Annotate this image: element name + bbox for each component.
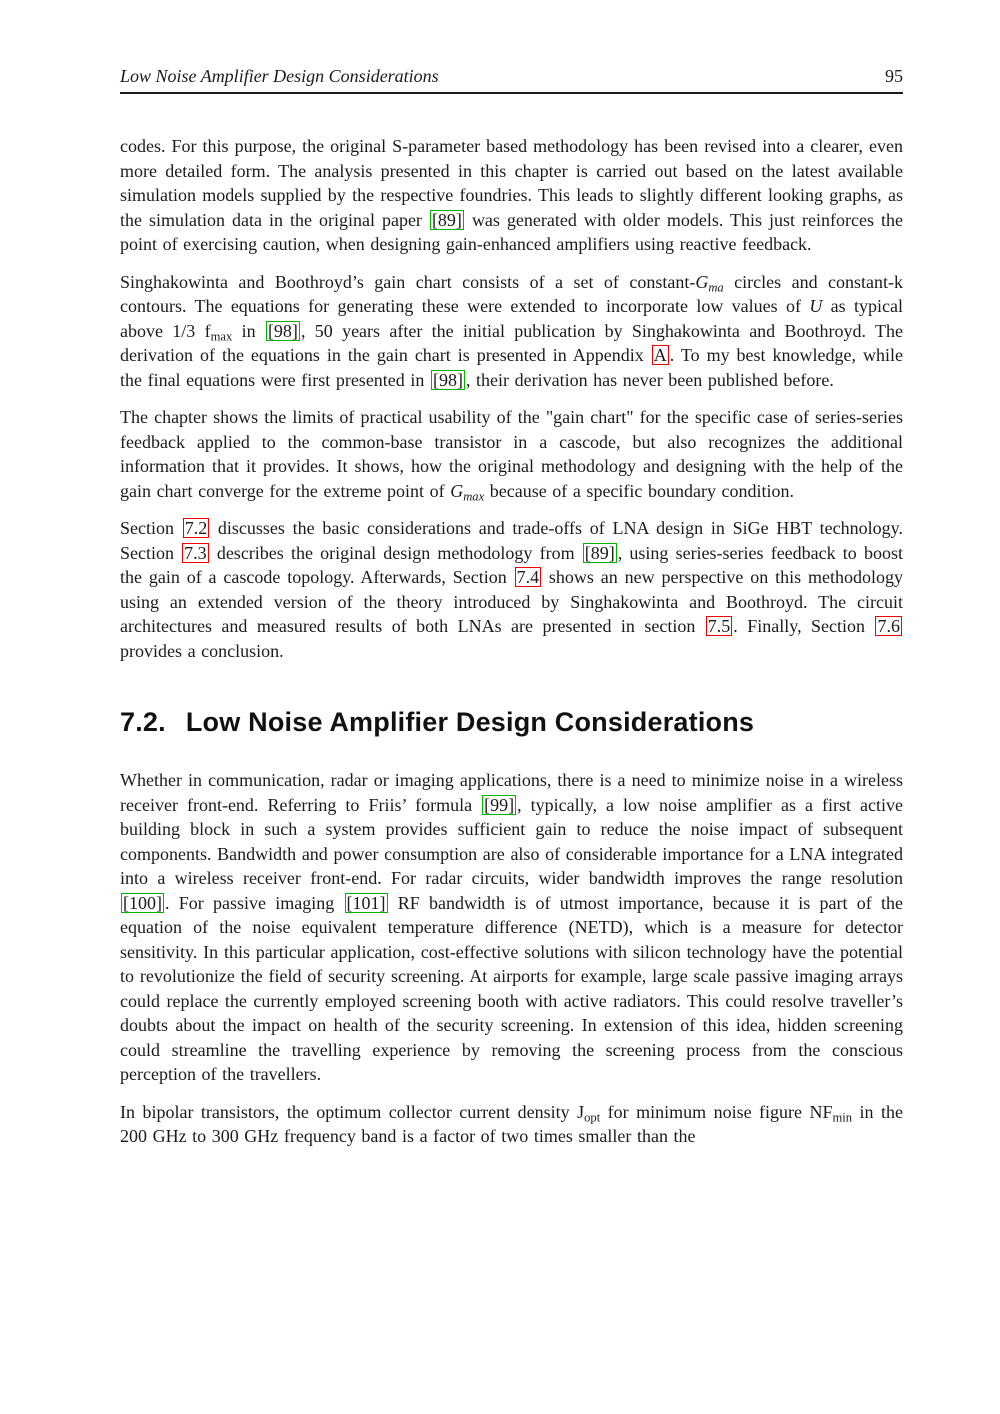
internal-reference-link[interactable]: 7.5 — [707, 616, 731, 636]
text-segment: Whether in communication, radar or imaging applications, there is a need to minimize noise in a wireless receiver front-end. Referring to Friis’ formula — [120, 770, 903, 815]
text-segment: describes the original design methodology from — [209, 542, 582, 563]
internal-reference-link[interactable]: 7.6 — [877, 616, 900, 636]
paragraph — [120, 516, 903, 663]
internal-reference-link[interactable]: 7.3 — [184, 542, 207, 563]
page-number: 95 — [885, 66, 903, 86]
citation-link[interactable]: [89] — [431, 209, 462, 230]
running-header-title: Low Noise Amplifier Design Considerations — [120, 66, 439, 86]
text-segment: max — [463, 489, 485, 504]
paragraph — [120, 768, 903, 1087]
text-segment: . To my best knowledge, while the final equations were first presented in — [120, 345, 903, 390]
text-segment: min — [832, 1110, 853, 1125]
citation-link[interactable]: [99] — [484, 794, 515, 815]
citation-link[interactable]: [98] — [267, 320, 298, 341]
text-segment: opt — [584, 1110, 601, 1125]
text-segment: in the 200 GHz to 300 GHz frequency band is a factor of two times smaller than the — [120, 1101, 903, 1146]
text-segment: The chapter shows the limits of practical usability of the "gain chart" for the specific case of series-series feedback applied to the common-base transistor in a cascode, but also recognizes the additional information that it provides. It shows, how the original methodology and designing with the help of the gain chart converge for the extreme point of — [120, 407, 903, 501]
text-segment: G — [450, 480, 464, 501]
text-segment: . Finally, Section — [733, 616, 875, 636]
citation-link[interactable]: [98] — [432, 369, 463, 390]
text-segment: was generated with older models. This just reinforces the point of exercising caution, when designing gain-enhanced amplifiers using reactive feedback. — [120, 209, 904, 254]
paragraph — [120, 270, 903, 393]
content — [120, 134, 903, 1149]
internal-reference-link[interactable]: 7.2 — [184, 518, 208, 538]
text-segment: G — [695, 271, 709, 292]
internal-reference-link[interactable]: A — [653, 345, 667, 365]
text-segment: , typically, a low noise amplifier as a first active building block in such a system provides sufficient gain to reduce the noise impact of subsequent components. Bandwidth and power consumption are also of considerable importance for a LNA integrated into a wireless receiver front-end. For radar circuits, wider bandwidth improves the range resolution — [120, 794, 903, 888]
paragraph — [120, 405, 903, 503]
paragraph — [120, 134, 903, 257]
internal-reference-link[interactable]: 7.4 — [516, 567, 540, 587]
text-segment: In bipolar transistors, the optimum collector current density J — [120, 1101, 585, 1122]
section-heading-number: 7.2. — [120, 707, 166, 737]
text-segment: provides a conclusion. — [120, 640, 284, 661]
section-heading — [120, 707, 903, 738]
text-segment: for minimum noise figure NF — [600, 1101, 833, 1122]
citation-link[interactable]: [100] — [123, 892, 162, 913]
text-segment: Section — [120, 518, 182, 538]
running-header — [120, 66, 903, 94]
text-segment: codes. For this purpose, the original S-parameter based methodology has been revised into a clearer, even more detailed form. The analysis presented in this chapter is carried out based on the latest available simulation models supplied by the respective foundries. This leads to slightly different looking graphs, as the simulation data in the original paper — [120, 136, 903, 230]
text-segment: RF bandwidth is of utmost importance, because it is part of the equation of the noise equivalent temperature difference (NETD), which is a measure for detector sensitivity. In this particular application, cost-effective solutions with silicon technology have the potential to revolutionize the field of security screening. At airports for example, large scale passive imaging arrays could replace the currently employed screening booth with active radiators. This could resolve traveller’s doubts about the impact on health of the security screening. In extension of this idea, hidden screening could streamline the travelling experience by removing the screening process from the conscious perception of the travellers. — [120, 892, 903, 1084]
citation-link[interactable]: [89] — [584, 542, 615, 563]
text-segment: , 50 years after the initial publication by Singhakowinta and Boothroyd. The derivation of the equations in the gain chart is presented in Appendix — [120, 320, 903, 365]
text-segment: as typical above 1/3 f — [120, 296, 903, 341]
text-segment: . For passive imaging — [165, 892, 344, 913]
text-segment: max — [210, 329, 233, 344]
citation-link[interactable]: [101] — [346, 892, 386, 913]
text-segment: in — [232, 320, 265, 341]
text-segment: U — [809, 296, 823, 316]
text-segment: ma — [708, 280, 724, 295]
text-segment: , their derivation has never been published before. — [465, 369, 834, 390]
text-segment: Singhakowinta and Boothroyd’s gain chart consists of a set of constant- — [120, 271, 696, 292]
text-segment: shows an new perspective on this methodology using an extended version of the theory introduced by Singhakowinta and Boothroyd. The circuit architectures and measured results of both LNAs are presented in section — [120, 567, 903, 636]
text-segment: circles and constant-k contours. The equations for generating these were extended to incorporate low values of — [120, 271, 903, 316]
section-heading-title: Low Noise Amplifier Design Considerations — [185, 707, 755, 737]
text-segment: , using series-series feedback to boost the gain of a cascode topology. Afterwards, Section — [120, 542, 903, 587]
text-segment: because of a specific boundary condition. — [484, 480, 795, 501]
paragraph — [120, 1100, 903, 1149]
text-segment: discusses the basic considerations and trade-offs of LNA design in SiGe HBT technology. Section — [120, 518, 903, 563]
